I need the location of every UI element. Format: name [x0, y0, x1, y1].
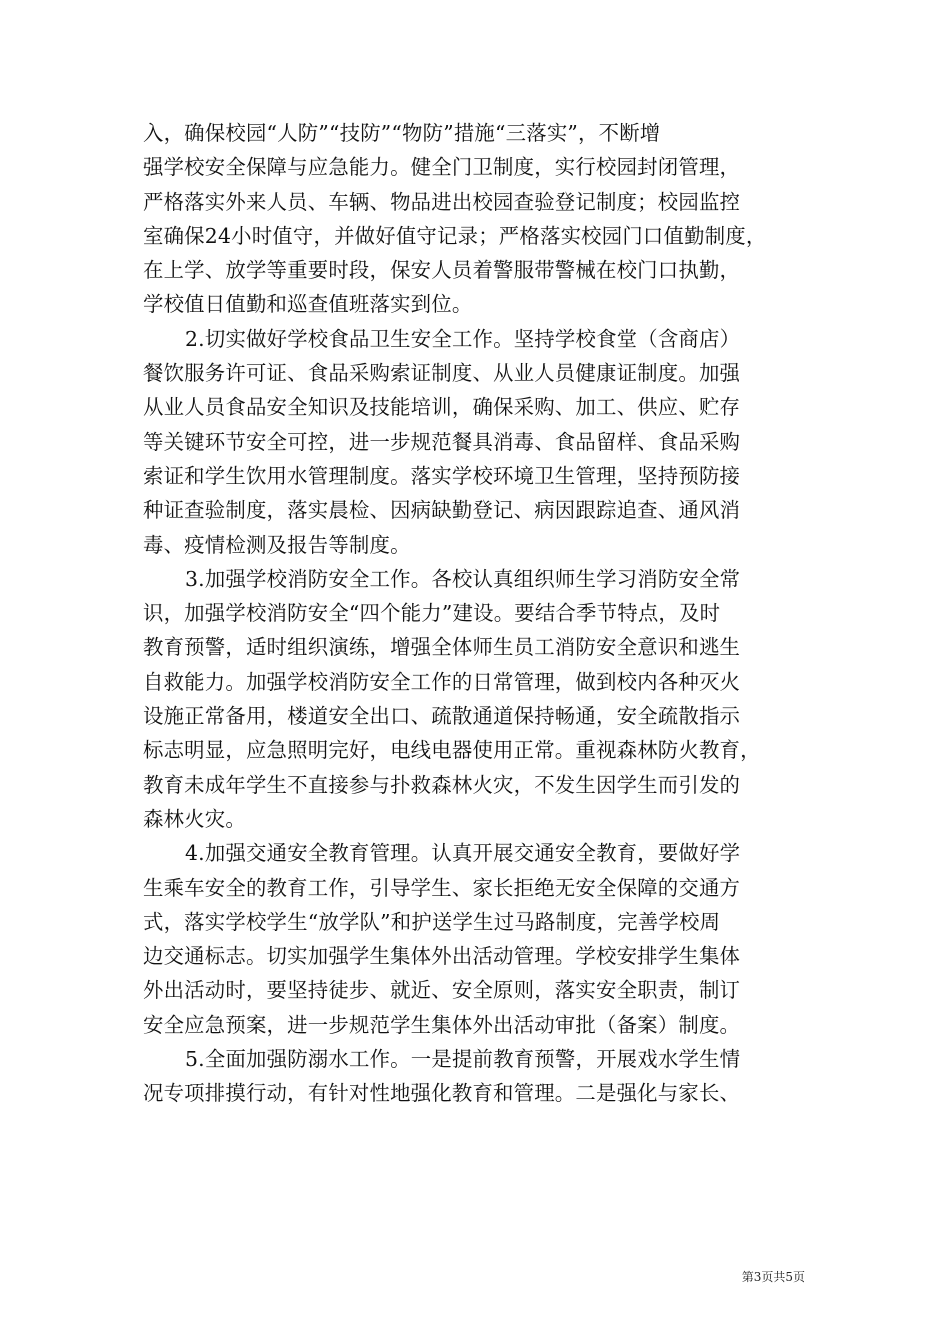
text-line: 室确保24小时值守，并做好值守记录；严格落实校园门口值勤制度， [143, 223, 767, 248]
body-text [143, 116, 807, 1111]
text-line: 自救能力。加强学校消防安全工作的日常管理，做到校内各种灭火 [143, 669, 741, 694]
text-line: 毒、疫情检测及报告等制度。 [143, 532, 411, 557]
text-line: 种证查验制度，落实晨检、因病缺勤登记、病因跟踪追查、通风消 [143, 498, 741, 523]
text-line: 教育未成年学生不直接参与扑救森林火灾，不发生因学生而引发的 [143, 772, 741, 797]
text-line: 严格落实外来人员、车辆、物品进出校园查验登记制度；校园监控 [143, 189, 741, 214]
text-line: 学校值日值勤和巡查值班落实到位。 [143, 292, 473, 317]
text-line: 教育预警，适时组织演练，增强全体师生员工消防安全意识和逃生 [143, 635, 741, 660]
paragraph-start-line: 2.切实做好学校食品卫生安全工作。坚持学校食堂（含商店） [185, 326, 741, 351]
text-line: 入，确保校园“人防”“技防”“物防”措施“三落实”，不断增 [143, 121, 661, 145]
text-line: 识，加强学校消防安全“四个能力”建设。要结合季节特点，及时 [143, 601, 721, 626]
text-line: 索证和学生饮用水管理制度。落实学校环境卫生管理，坚持预防接 [143, 463, 741, 488]
text-line: 安全应急预案，进一步规范学生集体外出活动审批（备案）制度。 [143, 1012, 741, 1037]
text-line: 标志明显，应急照明完好，电线电器使用正常。重视森林防火教育， [143, 738, 761, 763]
text-line: 况专项排摸行动，有针对性地强化教育和管理。二是强化与家长、 [143, 1081, 741, 1106]
text-line: 生乘车安全的教育工作，引导学生、家长拒绝无安全保障的交通方 [143, 875, 741, 900]
page-footer: 第3页共5页 [741, 1270, 805, 1284]
text-line: 边交通标志。切实加强学生集体外出活动管理。学校安排学生集体 [143, 944, 741, 969]
text-line: 外出活动时，要坚持徒步、就近、安全原则，落实安全职责，制订 [143, 978, 741, 1003]
paragraph-start-line: 4.加强交通安全教育管理。认真开展交通安全教育，要做好学 [185, 841, 741, 866]
text-line: 在上学、放学等重要时段，保安人员着警服带警械在校门口执勤， [143, 258, 741, 283]
text-line: 设施正常备用，楼道安全出口、疏散通道保持畅通，安全疏散指示 [143, 704, 741, 729]
paragraph-start-line: 3.加强学校消防安全工作。各校认真组织师生学习消防安全常 [185, 566, 741, 591]
text-line: 等关键环节安全可控，进一步规范餐具消毒、食品留样、食品采购 [143, 429, 741, 454]
text-line: 森林火灾。 [143, 806, 246, 831]
paragraph-start-line: 5.全面加强防溺水工作。一是提前教育预警，开展戏水学生情 [185, 1047, 741, 1072]
text-line: 强学校安全保障与应急能力。健全门卫制度，实行校园封闭管理， [143, 155, 741, 180]
text-line: 从业人员食品安全知识及技能培训，确保采购、加工、供应、贮存 [143, 395, 741, 420]
text-line: 式，落实学校学生“放学队”和护送学生过马路制度，完善学校周 [143, 909, 721, 934]
text-line: 餐饮服务许可证、食品采购索证制度、从业人员健康证制度。加强 [143, 361, 741, 386]
